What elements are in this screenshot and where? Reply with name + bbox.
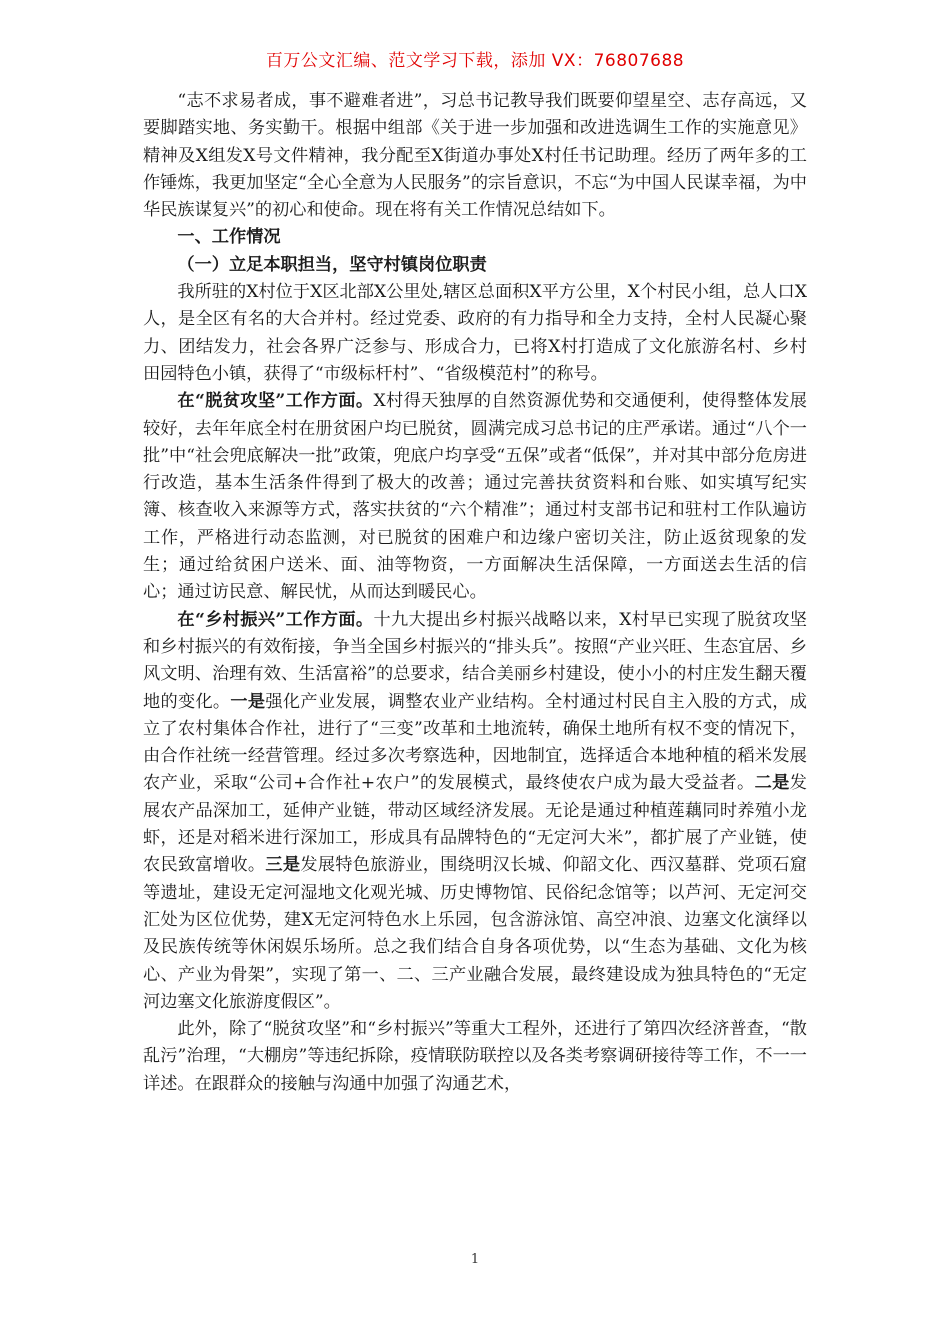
paragraph-lead: 在“乡村振兴”工作方面。 xyxy=(177,609,374,630)
document-body xyxy=(143,88,807,1098)
paragraph-rural-revitalization xyxy=(143,607,807,1016)
paragraph-text: 发展特色旅游业，围绕明汉长城、仰韶文化、西汉墓群、党项石窟等遗址，建设无定河湿地文化观光城、历史博物馆、民俗纪念馆等；以芦河、无定河交汇处为区位优势，建X无定河特色水上乐园，包含游泳馆、高空冲浪、边塞文化演绎以及民族传统等休闲娱乐场所。总之我们结合自身各项优势，以“生态为基础、文化为核心、产业为骨架”，实现了第一、二、三产业融合发展，最终建设成为独具特色的“无定河边塞文化旅游度假区”。 xyxy=(143,855,807,1012)
enumeration-marker: 二是 xyxy=(754,773,790,794)
paragraph-text: X村得天独厚的自然资源优势和交通便利，使得整体发展较好，去年年底全村在册贫困户均已脱贫，圆满完成习总书记的庄严承诺。通过“八个一批”中“社会兜底解决一批”政策，兜底户均享受“五保”或者“低保”，并对其中部分危房进行改造，基本生活条件得到了极大的改善；通过完善扶贫资料和台账、如实填写纪实簿、核查收入来源等方式，落实扶贫的“六个精准”；通过村支部书记和驻村工作队遍访工作，严格进行动态监测，对已脱贫的困难户和边缘户密切关注，防止返贫现象的发生；通过给贫困户送米、面、油等物资，一方面解决生活保障，一方面送去生活的信心；通过访民意、解民忧，从而达到暖民心。 xyxy=(143,391,807,603)
paragraph-poverty-alleviation xyxy=(143,388,807,606)
subsection-heading: （一）立足本职担当，坚守村镇岗位职责 xyxy=(177,254,487,275)
intro-paragraph: “志不求易者成，事不避难者进”，习总书记教导我们既要仰望星空、志存高远，又要脚踏实地、务实勤干。根据中组部《关于进一步加强和改进选调生工作的实施意见》精神及X组发X号文件精神，我分配至X街道办事处X村任书记助理。经历了两年多的工作锤炼，我更加坚定“全心全意为人民服务”的宗旨意识，不忘“为中国人民谋幸福，为中华民族谋复兴”的初心和使命。现在将有关工作情况总结如下。 xyxy=(143,91,807,221)
paragraph-lead: 在“脱贫攻坚”工作方面。 xyxy=(177,391,374,412)
paragraph-text: 发展农产品深加工，延伸产业链，带动区域经济发展。无论是通过种植莲藕同时养殖小龙虾，还是对稻米进行深加工，形成具有品牌特色的“无定河大米”，都扩展了产业链，使农民致富增收。 xyxy=(143,773,807,876)
paragraph-village-overview: 我所驻的X村位于X区北部X公里处,辖区总面积X平方公里，X个村民小组，总人口X人，是全区有名的大合并村。经过党委、政府的有力指导和全力支持，全村人民凝心聚力、团结发力，社会各界广泛参与、形成合力，已将X村打造成了文化旅游名村、乡村田园特色小镇，获得了“市级标杆村”、“省级模范村”的称号。 xyxy=(143,282,807,384)
page-number: 1 xyxy=(470,1252,480,1267)
enumeration-marker: 三是 xyxy=(265,855,301,876)
section-heading: 一、工作情况 xyxy=(177,227,281,248)
enumeration-marker: 一是 xyxy=(230,691,266,712)
paragraph-text: 强化产业发展，调整农业产业结构。全村通过村民自主入股的方式，成立了农村集体合作社，进行了“三变”改革和土地流转，确保土地所有权不变的情况下，由合作社统一经营管理。经过多次考察选种，因地制宜，选择适合本地种植的稻米发展农产业，采取“公司+合作社+农户”的发展模式，最终使农户成为最大受益者。 xyxy=(143,691,807,794)
paragraph-other-work: 此外，除了“脱贫攻坚”和“乡村振兴”等重大工程外，还进行了第四次经济普查，“散乱污”治理，“大棚房”等违纪拆除，疫情联防联控以及各类考察调研接待等工作，不一一详述。在跟群众的接触与沟通中加强了沟通艺术， xyxy=(143,1019,807,1094)
watermark-header: 百万公文汇编、范文学习下载，添加 VX：76807688 xyxy=(265,51,685,71)
paragraph-text: 十九大提出乡村振兴战略以来，X村早已实现了脱贫攻坚和乡村振兴的有效衔接，争当全国乡村振兴的“排头兵”。按照“产业兴旺、生态宜居、乡风文明、治理有效、生活富裕”的总要求，结合美丽乡村建设，使小小的村庄发生翻天覆地的变化。 xyxy=(143,609,807,712)
